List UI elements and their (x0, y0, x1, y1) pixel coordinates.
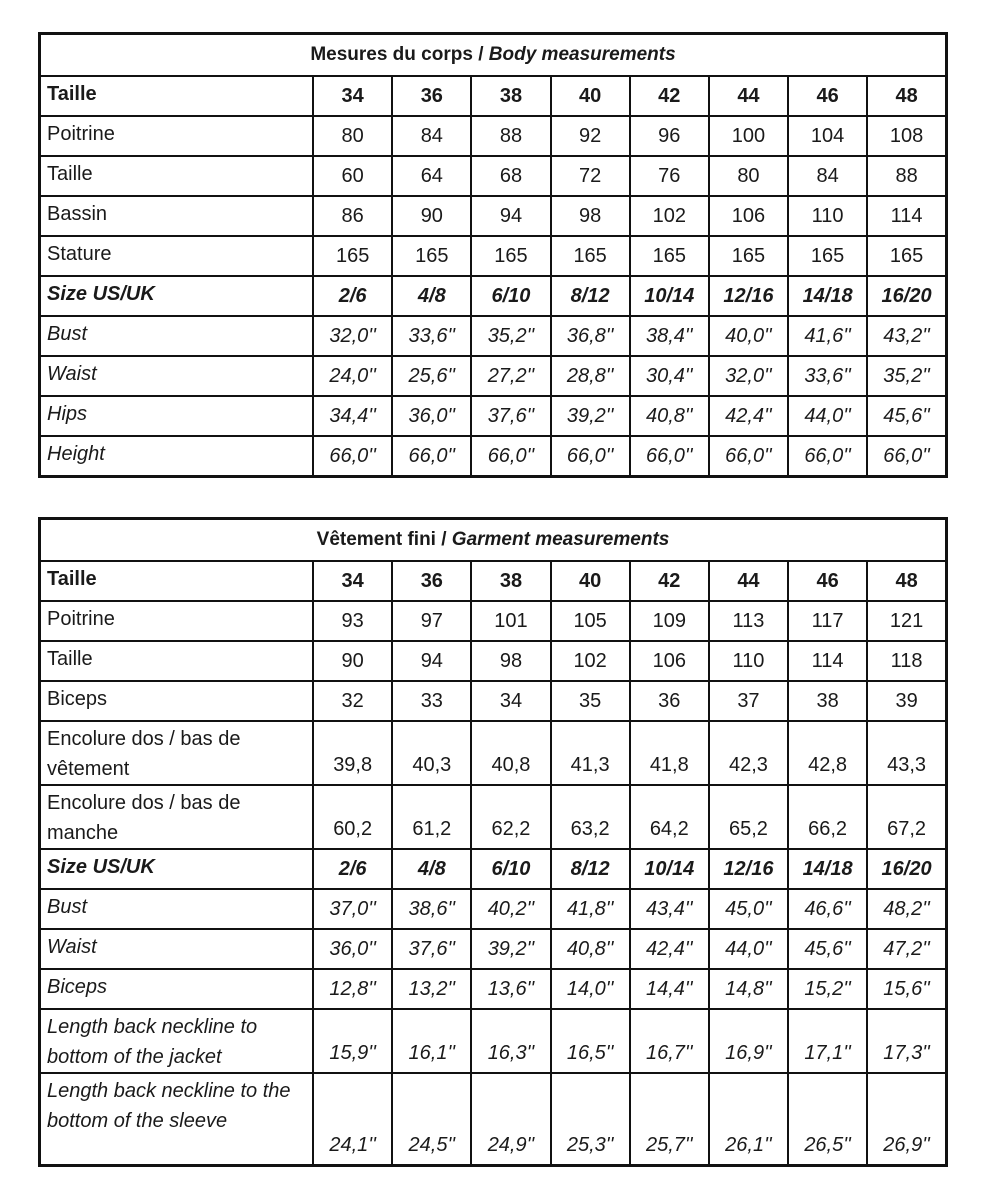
value-cell: 109 (630, 601, 709, 641)
row-label: Encolure dos / bas de vêtement (40, 721, 314, 785)
value-cell: 110 (788, 196, 867, 236)
value-cell: 41,8'' (551, 889, 630, 929)
row-label: Bassin (40, 196, 314, 236)
row-label: Stature (40, 236, 314, 276)
table-row (40, 436, 947, 476)
size-cell: 10/14 (630, 276, 709, 316)
value-cell: 37,6'' (471, 396, 550, 436)
value-cell: 33,6'' (788, 356, 867, 396)
value-cell: 37,6'' (392, 929, 471, 969)
value-cell: 43,2'' (867, 316, 946, 356)
value-cell: 33,6'' (392, 316, 471, 356)
value-cell: 37 (709, 681, 788, 721)
value-cell: 66,0'' (551, 436, 630, 476)
value-cell: 37,0'' (313, 889, 392, 929)
value-cell: 45,6'' (788, 929, 867, 969)
value-cell: 60 (313, 156, 392, 196)
size-cell: 34 (313, 561, 392, 601)
size-cell: 14/18 (788, 849, 867, 889)
value-cell: 14,4'' (630, 969, 709, 1009)
size-cell: 46 (788, 561, 867, 601)
value-cell: 25,6'' (392, 356, 471, 396)
table-row (40, 721, 947, 785)
value-cell: 15,2'' (788, 969, 867, 1009)
value-cell: 35,2'' (867, 356, 946, 396)
value-cell: 42,8 (788, 721, 867, 785)
value-cell: 35 (551, 681, 630, 721)
value-cell: 165 (867, 236, 946, 276)
table-row (40, 969, 947, 1009)
value-cell: 26,1'' (709, 1073, 788, 1165)
size-cell: 8/12 (551, 276, 630, 316)
row-label: Taille (40, 561, 314, 601)
value-cell: 80 (709, 156, 788, 196)
value-cell: 102 (630, 196, 709, 236)
value-cell: 15,6'' (867, 969, 946, 1009)
value-cell: 68 (471, 156, 550, 196)
size-cell: 44 (709, 76, 788, 116)
size-cell: 4/8 (392, 849, 471, 889)
value-cell: 40,3 (392, 721, 471, 785)
value-cell: 93 (313, 601, 392, 641)
value-cell: 16,9'' (709, 1009, 788, 1073)
value-cell: 66,0'' (867, 436, 946, 476)
value-cell: 60,2 (313, 785, 392, 849)
value-cell: 94 (392, 641, 471, 681)
row-label: Height (40, 436, 314, 476)
value-cell: 34 (471, 681, 550, 721)
table-row (40, 156, 947, 196)
value-cell: 28,8'' (551, 356, 630, 396)
value-cell: 84 (392, 116, 471, 156)
table-row (40, 929, 947, 969)
size-cell: 44 (709, 561, 788, 601)
value-cell: 46,6'' (788, 889, 867, 929)
row-label: Hips (40, 396, 314, 436)
value-cell: 40,8 (471, 721, 550, 785)
row-label: Encolure dos / bas de manche (40, 785, 314, 849)
value-cell: 121 (867, 601, 946, 641)
value-cell: 25,3'' (551, 1073, 630, 1165)
value-cell: 117 (788, 601, 867, 641)
table-row (40, 889, 947, 929)
size-cell: 36 (392, 76, 471, 116)
row-label: Bust (40, 316, 314, 356)
value-cell: 17,1'' (788, 1009, 867, 1073)
value-cell: 16,5'' (551, 1009, 630, 1073)
value-cell: 97 (392, 601, 471, 641)
size-cell: 42 (630, 76, 709, 116)
value-cell: 61,2 (392, 785, 471, 849)
value-cell: 165 (313, 236, 392, 276)
size-cell: 36 (392, 561, 471, 601)
table-row (40, 1009, 947, 1073)
row-label: Length back neckline to bottom of the jacket (40, 1009, 314, 1073)
size-cell: 14/18 (788, 276, 867, 316)
value-cell: 100 (709, 116, 788, 156)
value-cell: 40,8'' (630, 396, 709, 436)
value-cell: 118 (867, 641, 946, 681)
size-cell: 12/16 (709, 276, 788, 316)
value-cell: 48,2'' (867, 889, 946, 929)
value-cell: 165 (392, 236, 471, 276)
value-cell: 16,1'' (392, 1009, 471, 1073)
value-cell: 88 (867, 156, 946, 196)
value-cell: 92 (551, 116, 630, 156)
row-label: Waist (40, 356, 314, 396)
value-cell: 40,8'' (551, 929, 630, 969)
value-cell: 98 (471, 641, 550, 681)
table-row (40, 681, 947, 721)
row-label: Poitrine (40, 601, 314, 641)
value-cell: 24,5'' (392, 1073, 471, 1165)
value-cell: 36,0'' (392, 396, 471, 436)
value-cell: 16,3'' (471, 1009, 550, 1073)
value-cell: 106 (630, 641, 709, 681)
value-cell: 14,0'' (551, 969, 630, 1009)
value-cell: 44,0'' (709, 929, 788, 969)
size-cell: 6/10 (471, 276, 550, 316)
table-row (40, 316, 947, 356)
size-cell: 48 (867, 76, 946, 116)
value-cell: 165 (630, 236, 709, 276)
size-header-row (40, 76, 947, 116)
table-row (40, 785, 947, 849)
value-cell: 44,0'' (788, 396, 867, 436)
row-label: Poitrine (40, 116, 314, 156)
value-cell: 43,4'' (630, 889, 709, 929)
value-cell: 108 (867, 116, 946, 156)
value-cell: 41,8 (630, 721, 709, 785)
value-cell: 165 (551, 236, 630, 276)
value-cell: 14,8'' (709, 969, 788, 1009)
value-cell: 41,3 (551, 721, 630, 785)
value-cell: 84 (788, 156, 867, 196)
value-cell: 66,0'' (630, 436, 709, 476)
row-label: Waist (40, 929, 314, 969)
size-cell: 16/20 (867, 849, 946, 889)
value-cell: 165 (788, 236, 867, 276)
row-label: Bust (40, 889, 314, 929)
value-cell: 33 (392, 681, 471, 721)
value-cell: 30,4'' (630, 356, 709, 396)
value-cell: 27,2'' (471, 356, 550, 396)
value-cell: 45,6'' (867, 396, 946, 436)
value-cell: 45,0'' (709, 889, 788, 929)
value-cell: 63,2 (551, 785, 630, 849)
value-cell: 66,0'' (313, 436, 392, 476)
table-row (40, 1073, 947, 1165)
value-cell: 13,6'' (471, 969, 550, 1009)
value-cell: 36,8'' (551, 316, 630, 356)
value-cell: 32,0'' (709, 356, 788, 396)
value-cell: 66,0'' (709, 436, 788, 476)
value-cell: 96 (630, 116, 709, 156)
value-cell: 76 (630, 156, 709, 196)
row-label: Size US/UK (40, 849, 314, 889)
us-size-header-row (40, 276, 947, 316)
value-cell: 114 (867, 196, 946, 236)
row-label: Biceps (40, 681, 314, 721)
value-cell: 43,3 (867, 721, 946, 785)
size-header-row (40, 561, 947, 601)
garment-measurements-table (38, 517, 948, 1167)
row-label: Biceps (40, 969, 314, 1009)
size-cell: 16/20 (867, 276, 946, 316)
size-cell: 42 (630, 561, 709, 601)
size-cell: 2/6 (313, 849, 392, 889)
value-cell: 26,5'' (788, 1073, 867, 1165)
value-cell: 64,2 (630, 785, 709, 849)
value-cell: 105 (551, 601, 630, 641)
value-cell: 24,9'' (471, 1073, 550, 1165)
body-measurements-table (38, 32, 948, 478)
value-cell: 66,0'' (788, 436, 867, 476)
value-cell: 67,2 (867, 785, 946, 849)
value-cell: 165 (471, 236, 550, 276)
size-cell: 34 (313, 76, 392, 116)
table-title-row (40, 519, 947, 562)
value-cell: 102 (551, 641, 630, 681)
table-row (40, 356, 947, 396)
value-cell: 80 (313, 116, 392, 156)
value-cell: 47,2'' (867, 929, 946, 969)
value-cell: 66,2 (788, 785, 867, 849)
table-row (40, 396, 947, 436)
value-cell: 39,2'' (471, 929, 550, 969)
value-cell: 90 (392, 196, 471, 236)
row-label: Taille (40, 641, 314, 681)
value-cell: 64 (392, 156, 471, 196)
size-cell: 38 (471, 561, 550, 601)
value-cell: 15,9'' (313, 1009, 392, 1073)
value-cell: 32 (313, 681, 392, 721)
value-cell: 39,2'' (551, 396, 630, 436)
value-cell: 90 (313, 641, 392, 681)
value-cell: 34,4'' (313, 396, 392, 436)
value-cell: 32,0'' (313, 316, 392, 356)
value-cell: 24,0'' (313, 356, 392, 396)
value-cell: 12,8'' (313, 969, 392, 1009)
value-cell: 66,0'' (392, 436, 471, 476)
value-cell: 65,2 (709, 785, 788, 849)
value-cell: 40,0'' (709, 316, 788, 356)
value-cell: 104 (788, 116, 867, 156)
row-label: Taille (40, 156, 314, 196)
value-cell: 94 (471, 196, 550, 236)
size-cell: 4/8 (392, 276, 471, 316)
value-cell: 110 (709, 641, 788, 681)
value-cell: 88 (471, 116, 550, 156)
value-cell: 42,4'' (630, 929, 709, 969)
value-cell: 25,7'' (630, 1073, 709, 1165)
value-cell: 13,2'' (392, 969, 471, 1009)
value-cell: 36,0'' (313, 929, 392, 969)
table-row (40, 601, 947, 641)
value-cell: 62,2 (471, 785, 550, 849)
table-title-row (40, 34, 947, 77)
value-cell: 41,6'' (788, 316, 867, 356)
row-label: Length back neckline to the bottom of the sleeve (40, 1073, 314, 1165)
size-cell: 46 (788, 76, 867, 116)
value-cell: 38,4'' (630, 316, 709, 356)
size-cell: 8/12 (551, 849, 630, 889)
value-cell: 38,6'' (392, 889, 471, 929)
size-cell: 12/16 (709, 849, 788, 889)
value-cell: 38 (788, 681, 867, 721)
table-row (40, 116, 947, 156)
value-cell: 106 (709, 196, 788, 236)
size-cell: 10/14 (630, 849, 709, 889)
size-cell: 38 (471, 76, 550, 116)
value-cell: 86 (313, 196, 392, 236)
value-cell: 39,8 (313, 721, 392, 785)
value-cell: 24,1'' (313, 1073, 392, 1165)
value-cell: 72 (551, 156, 630, 196)
table-title: Mesures du corps / Body measurements (40, 34, 947, 77)
size-cell: 40 (551, 76, 630, 116)
size-cell: 2/6 (313, 276, 392, 316)
row-label: Taille (40, 76, 314, 116)
value-cell: 26,9'' (867, 1073, 946, 1165)
value-cell: 39 (867, 681, 946, 721)
value-cell: 16,7'' (630, 1009, 709, 1073)
value-cell: 66,0'' (471, 436, 550, 476)
value-cell: 36 (630, 681, 709, 721)
row-label: Size US/UK (40, 276, 314, 316)
value-cell: 114 (788, 641, 867, 681)
table-row (40, 196, 947, 236)
value-cell: 165 (709, 236, 788, 276)
value-cell: 40,2'' (471, 889, 550, 929)
table-title: Vêtement fini / Garment measurements (40, 519, 947, 562)
value-cell: 42,4'' (709, 396, 788, 436)
value-cell: 101 (471, 601, 550, 641)
size-cell: 40 (551, 561, 630, 601)
value-cell: 35,2'' (471, 316, 550, 356)
size-cell: 6/10 (471, 849, 550, 889)
table-row (40, 236, 947, 276)
value-cell: 17,3'' (867, 1009, 946, 1073)
table-row (40, 641, 947, 681)
value-cell: 98 (551, 196, 630, 236)
value-cell: 113 (709, 601, 788, 641)
size-cell: 48 (867, 561, 946, 601)
value-cell: 42,3 (709, 721, 788, 785)
us-size-header-row (40, 849, 947, 889)
